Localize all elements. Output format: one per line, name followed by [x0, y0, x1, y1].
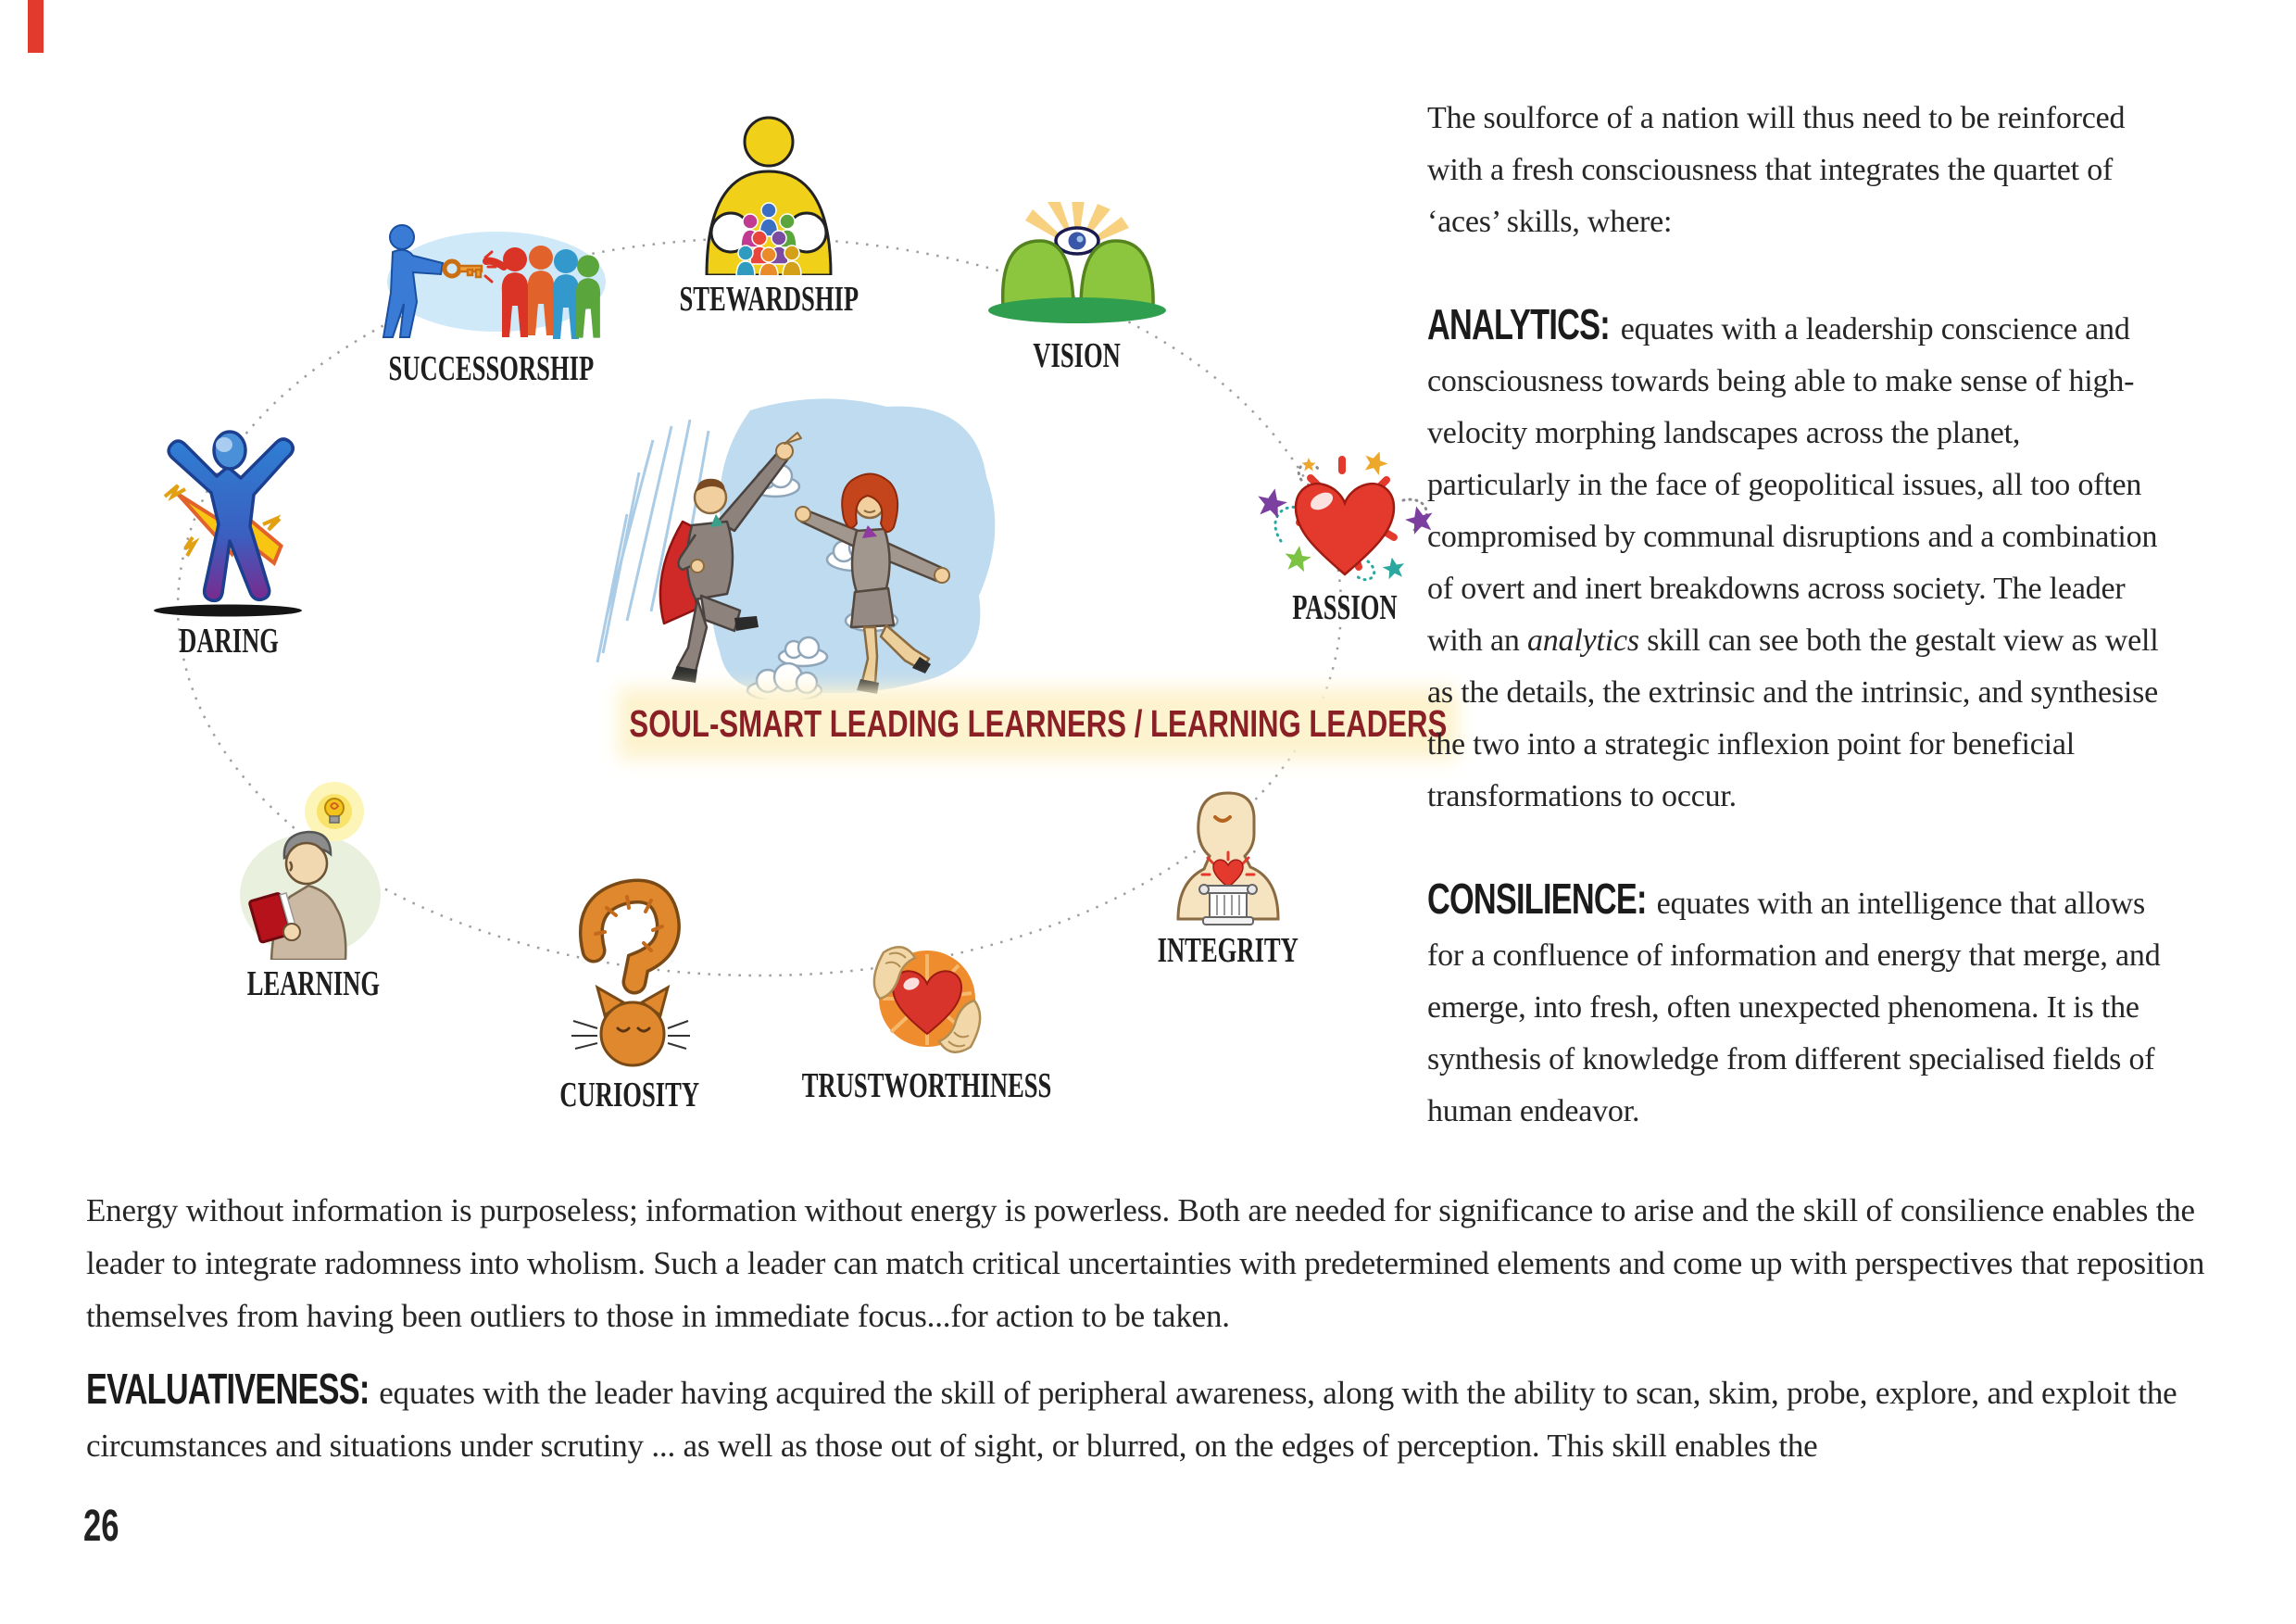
node-passion: [1252, 452, 1437, 628]
node-label-learning: LEARNING: [246, 964, 380, 1003]
node-learning: [230, 776, 396, 1004]
diagram-title: SOUL-SMART LEADING LEARNERS / LEARNING LEADERS: [629, 702, 1448, 745]
analytics-italic-word: analytics: [1526, 623, 1639, 658]
center-illustration: [542, 384, 1023, 699]
leaders-illustration-icon: [542, 384, 1023, 699]
node-curiosity: [556, 878, 704, 1115]
soul-smart-diagram: [0, 0, 1448, 1177]
integrity-icon: [1163, 771, 1293, 926]
node-integrity: [1151, 771, 1304, 971]
node-daring: [120, 415, 338, 661]
consilience-heading: CONSILIENCE:: [1427, 875, 1647, 924]
successorship-icon: [374, 206, 608, 345]
learning-icon: [234, 776, 392, 960]
node-successorship: [366, 206, 616, 389]
node-label-stewardship: STEWARDSHIP: [679, 280, 859, 319]
node-vision: [977, 202, 1176, 376]
node-label-curiosity: CURIOSITY: [559, 1076, 700, 1114]
analytics-heading: ANALYTICS:: [1427, 301, 1610, 349]
evaluativeness-paragraph: EVALUATIVENESS: equates with the leader having acquired the skill of peripheral awareness, along with the ability to scan, skim, probe, explore, and exploit the circumstances and situations under scrutiny ... as well as those out of sight, or blurred, on the edges of perception. This skill enables the: [86, 1364, 2218, 1472]
trustworthiness-icon: [852, 938, 1002, 1062]
node-label-daring: DARING: [179, 622, 280, 661]
curiosity-icon: [570, 878, 690, 1071]
analytics-paragraph: ANALYTICS: equates with a leadership conscience and consciousness towards being able to make sense of high-velocity morphing landscapes across the planet, particularly in the face of geopolitical issues, all too often compromised by communal disruptions and a combination of overt and inert breakdowns across society. The leader with an analytics skill can see both the gestalt view as well as the details, the extrinsic and the intrinsic, and synthesise the two into a strategic inflexion point for beneficial transformations to occur.: [1427, 300, 2168, 823]
passion-icon: [1257, 452, 1433, 584]
node-label-vision: VISION: [1033, 336, 1121, 375]
node-label-trustworthiness: TRUSTWORTHINESS: [801, 1066, 1052, 1105]
bottom-paragraph: Energy without information is purposeless; information without energy is powerless. Both are needed for significance to arise and the skill of consilience enables the leader to integrate radomness into wholism. Such a leader can match critical uncertainties with predetermined elements and come up with perspectives that reposition themselves from having been outliers to those in immediate focus...for action to be taken.: [86, 1192, 2205, 1334]
daring-icon: [132, 415, 328, 617]
node-trustworthiness: [801, 938, 1052, 1106]
evaluativeness-heading: EVALUATIVENESS:: [86, 1366, 370, 1414]
node-label-passion: PASSION: [1292, 588, 1398, 627]
intro-paragraph: The soulforce of a nation will thus need to be reinforced with a fresh consciousness that integrates the quartet of ‘aces’ skills, where:: [1427, 101, 2126, 239]
node-label-integrity: INTEGRITY: [1157, 931, 1299, 970]
stewardship-icon: [690, 116, 847, 275]
node-label-successorship: SUCCESSORSHIP: [388, 349, 594, 388]
consilience-paragraph: CONSILIENCE: equates with an intelligence that allows for a confluence of information and energy that merge, and emerge, into fresh, often unexpected phenomena. It is the synthesis of knowledge from different specialised fields of human endeavor.: [1427, 875, 2168, 1138]
vision-icon: [985, 202, 1170, 332]
node-stewardship: [644, 116, 894, 320]
right-column: [1427, 93, 2168, 1190]
page-number: 26: [83, 1502, 119, 1551]
